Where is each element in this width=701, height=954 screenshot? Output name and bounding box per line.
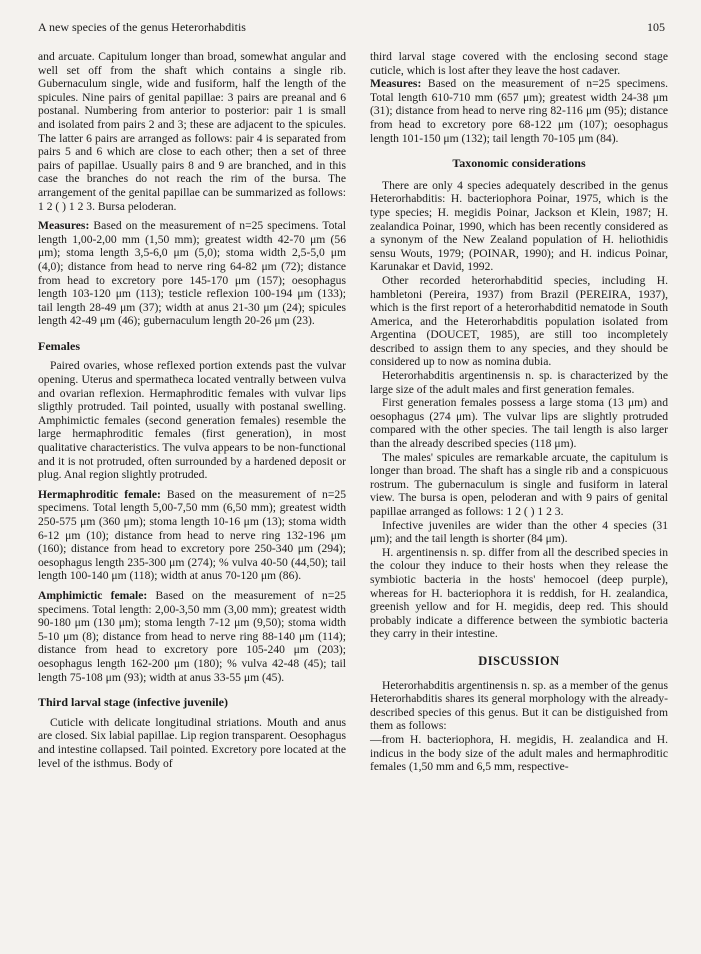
running-title: A new species of the genus Heterorhabditis: [38, 20, 246, 34]
females-heading: Females: [38, 338, 80, 353]
male-description-continued: and arcuate. Capitulum longer than broad, somewhat angular and well set off from the shaft which contains a single rib. Gubernaculum single, wide and fusiform, half the length of the spicules. Nine pairs of genital papillae: 3 pairs are preanal and 6 postanal. Numbering from anterior to posterior: pair 1 is small and isolated from pairs 2 and 3; these are adjacent to the spicules. The latter 6 pairs are arranged as follows: pair 4 is separated from pairs 5 and 6 which are close to each other; then a set of three pairs of papillae. Usually pairs 8 and 9 are branched, and in this case the branches do not reach the rim of the bursa. The arrangement of the genital papillae can be summarized as follows: 1 2 ( ) 1 2 3. Bursa peloderan.: [38, 50, 346, 213]
discussion-heading: DISCUSSION: [478, 653, 560, 668]
taxonomic-paragraph-1: There are only 4 species adequately described in the genus Heterorhabditis: H. bacteriophora Poinar, 1975, which is the type species; H. megidis Poinar, Jackson et Klein, 1987; H. zealandica Poinar, 1990, which has been recently considered as a synonym of the New Zealand population of H. heliothidis sensu Wouts, 1979; (POINAR, 1990); and H. indicus Poinar, Karunakar et David, 1992.: [370, 178, 668, 274]
larval-continued: third larval stage covered with the enclosing second stage cuticle, which is lost after they leave the host cadaver.: [370, 50, 668, 77]
amphimictic-label: Amphimictic female:: [38, 588, 148, 602]
taxonomic-paragraph-3: Heterorhabditis argentinensis n. sp. is characterized by the large size of the adult males and first generation females.: [370, 369, 668, 396]
right-column: [370, 50, 668, 774]
amphimictic-text: Based on the measurement of n=25 specimens. Total length: 2,00-3,50 mm (3,00 mm); greatest width 90-180 μm (130 μm); stoma length 7-12 μm (9,50); stoma width 5-10 μm (8); distance from head to nerve ring 88-140 μm (114); distance from head to excretory pore 105-240 μm (203); oesophagus length 162-200 μm (180); % vulva 42-48 (45); tail length 75-108 μm (93); width at anus 33-55 μm (45).: [38, 588, 346, 684]
male-measures-label: Measures:: [38, 219, 90, 233]
taxonomic-paragraph-4: First generation females possess a large stoma (13 μm) and oesophagus (274 μm). The vulvar lips are slightly protruded compared with the other species. The tail length is also larger than the already described species (118 μm).: [370, 396, 668, 451]
male-measures-text: Based on the measurement of n=25 specimens. Total length 1,00-2,00 mm (1,50 mm); greatest width 42-70 μm (56 μm); stoma length 3,5-6,0 μm (5,0); stoma width 2,5-5,0 μm (4,0); distance from head to nerve ring 64-82 μm (72); distance from head to excretory pore 145-170 μm (157); oesophagus length 103-120 μm (113); testicle reflexion 100-194 μm (133); tail length 28-49 μm (37); width at anus 21-30 μm (24); spicules length 42-49 μm (46); gubernaculum length 20-26 μm (23).: [38, 219, 346, 328]
male-measures-paragraph: [38, 219, 346, 328]
larval-measures-text: Based on the measurement of n=25 specimens. Total length 610-710 mm (657 μm); greatest width 24-38 μm (31); distance from head to nerve ring 82-116 μm (95); distance from head to excretory pore 68-122 μm (107); oesophagus length 101-150 μm (132); tail length 70-105 μm (84).: [370, 77, 668, 145]
hermaphroditic-paragraph: [38, 488, 346, 583]
larval-measures-paragraph: [370, 77, 668, 145]
discussion-dash-item: —from H. bacteriophora, H. megidis, H. zealandica and H. indicus in the body size of the adult males and hermaphroditic females (1,50 mm and 6,5 mm, respective-: [370, 732, 668, 774]
larval-measures-label: Measures:: [370, 77, 422, 91]
hermaphroditic-label: Hermaphroditic female:: [38, 487, 161, 501]
females-paragraph: Paired ovaries, whose reflexed portion extends past the vulvar opening. Uterus and spermatheca located ventrally between vulva and ovarian reflexion. Hermaphroditic females with vulvar lips sligthly protruded. Tail pointed, usually with postanal swelling. Amphimictic females (second generation females) resemble the large hermaphroditic females (first generation), in most qualitative characteristics. The vulva appears to be non-functional and it is not protruded, often surrounded by a hardened deposit or plug. Anal region slightly protruded.: [38, 359, 346, 482]
taxonomic-paragraph-2: Other recorded heterorhabditid species, including H. hambletoni (Pereira, 1937) from Brazil (PEREIRA, 1937), which is the first report of a heterorhabditid nematode in South America, and the Heterorhabditis population isolated from Argentina (DOUCET, 1985), are still too incompletely described to assign them to any species, and they should be considered up to now as nomina dubia.: [370, 273, 668, 369]
taxonomic-paragraph-5: The males' spicules are remarkable arcuate, the capitulum is longer than broad. The shaft has a single rib and a conspicuous rostrum. The gubernaculum is single and fusiform in lateral view. The bursa is open, peloderan and with 9 pairs of genital papillae arranged as follows: 1 2 ( ) 1 2 3.: [370, 450, 668, 518]
amphimictic-paragraph: [38, 589, 346, 684]
hermaphroditic-text: Based on the measurement of n=25 specimens. Total length 5,00-7,50 mm (6,50 mm); greatest width 250-575 μm (360 μm); stoma length 10-16 μm (13); stoma width 6-12 μm (10); distance from head to nerve ring 132-196 μm (160); distance from head to excretory pore 250-340 μm (294); oesophagus length 235-300 μm (274); % vulva 40-50 (44,50); tail length 100-140 μm (118); width at anus 70-120 μm (86).: [38, 487, 346, 583]
third-larval-paragraph: Cuticle with delicate longitudinal striations. Mouth and anus are closed. Six labial papillae. Lip region transparent. Oesophagus and intestine collapsed. Tail pointed. Excretory pore located at the level of the isthmus. Body of: [38, 715, 346, 770]
page-number: 105: [647, 20, 665, 34]
left-column: [38, 50, 346, 770]
taxonomic-paragraph-6: Infective juveniles are wider than the other 4 species (31 μm); and the tail length is shorter (84 μm).: [370, 518, 668, 546]
third-larval-heading: Third larval stage (infective juvenile): [38, 695, 228, 710]
page-header: [38, 20, 665, 38]
taxonomic-heading: Taxonomic considerations: [452, 156, 586, 171]
taxonomic-paragraph-7: H. argentinensis n. sp. differ from all the described species in the colour they induce to their hosts when they release the symbiotic bacteria in the hosts' hemocoel (deep purple), whereas for H. bacteriophora it is reddish, for H. zealandica, greenish yellow and for H. megidis, deep red. This should probably indicate a difference between the symbiotic bacteria they carry in their intestine.: [370, 545, 668, 641]
discussion-paragraph-1: Heterorhabditis argentinensis n. sp. as a member of the genus Heterorhabditis shares its general morphology with the already-described species of this genus. But it can be distiguished from them as follows:: [370, 678, 668, 733]
